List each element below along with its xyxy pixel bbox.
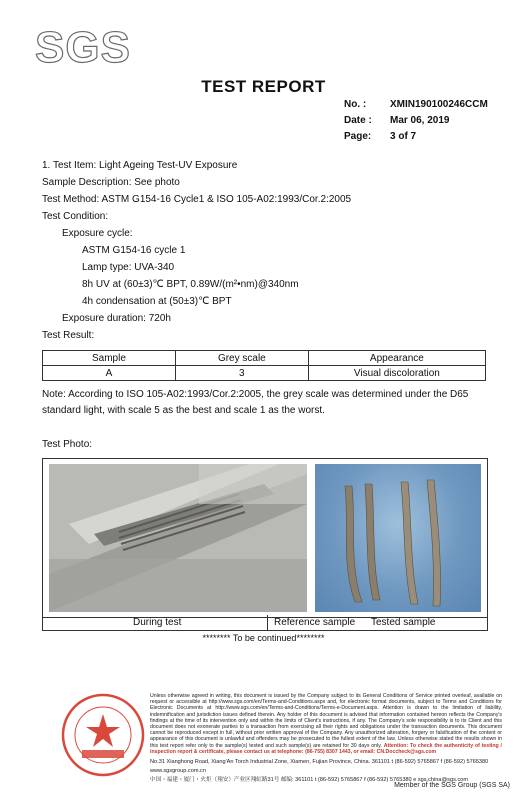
- photo-frame: [42, 458, 488, 618]
- table-header: Sample: [43, 351, 176, 366]
- report-page-label: Page:: [344, 131, 372, 142]
- member-line: Member of the SGS Group (SGS SA): [394, 782, 510, 789]
- sgs-logo-text: SGS: [35, 23, 131, 72]
- tested-strip: [401, 480, 441, 606]
- sample-description: Sample Description: See photo: [42, 177, 180, 188]
- test-result-label: Test Result:: [42, 330, 95, 341]
- caption-tested-sample: Tested sample: [371, 617, 436, 628]
- result-table: [42, 350, 486, 381]
- exposure-cycle: Exposure cycle:: [62, 228, 133, 239]
- caption-during-test: During test: [133, 617, 182, 628]
- address-chinese: 中国・福建・厦门・火炬（翔安）产业区翔虹路31号 邮编: 361101 t (86-592) 5765867 f (86-592) 5765380 e sgs.china@sgs.com: [150, 777, 469, 783]
- address-english: No.31 Xianghong Road, Xiang'An Torch Industrial Zone, Xiamen, Fujian Province, China. 361101 t (86-592) 5765867 f (86-592) 5765380 www.sgsgroup.com.cn: [150, 759, 489, 774]
- table-cell: Visual discoloration: [308, 366, 485, 381]
- report-date-label: Date :: [344, 115, 372, 126]
- table-header: Appearance: [308, 351, 485, 366]
- authenticity-attention: Attention: To check the authenticity of testing / inspection report & certificate, please contact us at telephone: (86-755) 8307 1443, or email: CN.Doccheck@sgs.com: [150, 742, 502, 755]
- astm-cycle: ASTM G154-16 cycle 1: [82, 245, 186, 256]
- test-condition: Test Condition:: [42, 211, 109, 222]
- sgs-logo: [28, 22, 138, 74]
- reference-strip: [345, 484, 380, 602]
- report-page-value: 3 of 7: [390, 131, 417, 142]
- grey-scale-note: Note: According to ISO 105-A02:1993/Cor.2:2005, the grey scale was determined under the D65 standard light, with scale 5 as the best and scale 1 as the worst.: [42, 389, 469, 416]
- table-header-row: [43, 351, 486, 366]
- footer-address: [150, 758, 502, 785]
- table-header: Grey scale: [175, 351, 308, 366]
- table-row: [43, 366, 486, 381]
- report-title: TEST REPORT: [201, 77, 326, 96]
- photo-captions: [42, 616, 488, 631]
- reference-and-tested-sample-photo: [315, 464, 481, 612]
- table-cell: 3: [175, 366, 308, 381]
- test-details: [42, 157, 492, 344]
- test-method: Test Method: ASTM G154-16 Cycle1 & ISO 105-A02:1993/Cor.2:2005: [42, 194, 352, 205]
- disclaimer-text: Unless otherwise agreed in writing, this document is issued by the Company subject to its General Conditions of Service printed overleaf, available on request or accessible at http://www.sgs.com/en/Terms-and-Conditions.aspx and, for electronic format documents, subject to Terms and Conditions for Electronic Documents at http://www.sgs.com/en/Terms-and-Conditions/Terms-e-Document.aspx. Attention is drawn to the limitation of liability, indemnification and jurisdiction issues defined therein. Any holder of this document is advised that information contained hereon reflects the Company's findings at the time of its intervention only and within the limits of Client's instructions, if any. The Company's sole responsibility is to its Client and this document does not exonerate parties to a transaction from exercising all their rights and obligations under the transaction documents. This document cannot be reproduced except in full, without prior written approval of the Company. Any unauthorized alteration, forgery or falsification of the content or appearance of this document is unlawful and offenders may be prosecuted to the fullest extent of the law. Unless otherwise stated the results shown in this test report refer only to the sample(s) tested and such sample(s) are retained for 30 days only.: [150, 693, 502, 749]
- footer-disclaimer: [150, 693, 502, 755]
- during-test-photo: [49, 464, 307, 612]
- caption-reference-sample: Reference sample: [274, 617, 356, 628]
- official-seal: [60, 692, 146, 778]
- test-item: 1. Test Item: Light Ageing Test-UV Exposure: [42, 160, 238, 171]
- caption-divider: [267, 615, 268, 630]
- table-cell: A: [43, 366, 176, 381]
- report-no-label: No. :: [344, 99, 367, 110]
- lamp-type: Lamp type: UVA-340: [82, 262, 175, 273]
- report-meta: [344, 97, 488, 145]
- continued-marker: ******** To be continued********: [202, 633, 325, 643]
- report-no-value: XMIN190100246CCM: [390, 99, 488, 110]
- condensation-condition: 4h condensation at (50±3)℃ BPT: [82, 296, 232, 307]
- report-date-value: Mar 06, 2019: [390, 115, 450, 126]
- exposure-duration: Exposure duration: 720h: [62, 313, 171, 324]
- uv-condition: 8h UV at (60±3)℃ BPT, 0.89W/(m²•nm)@340nm: [82, 279, 299, 290]
- test-photo-label: Test Photo:: [42, 439, 93, 450]
